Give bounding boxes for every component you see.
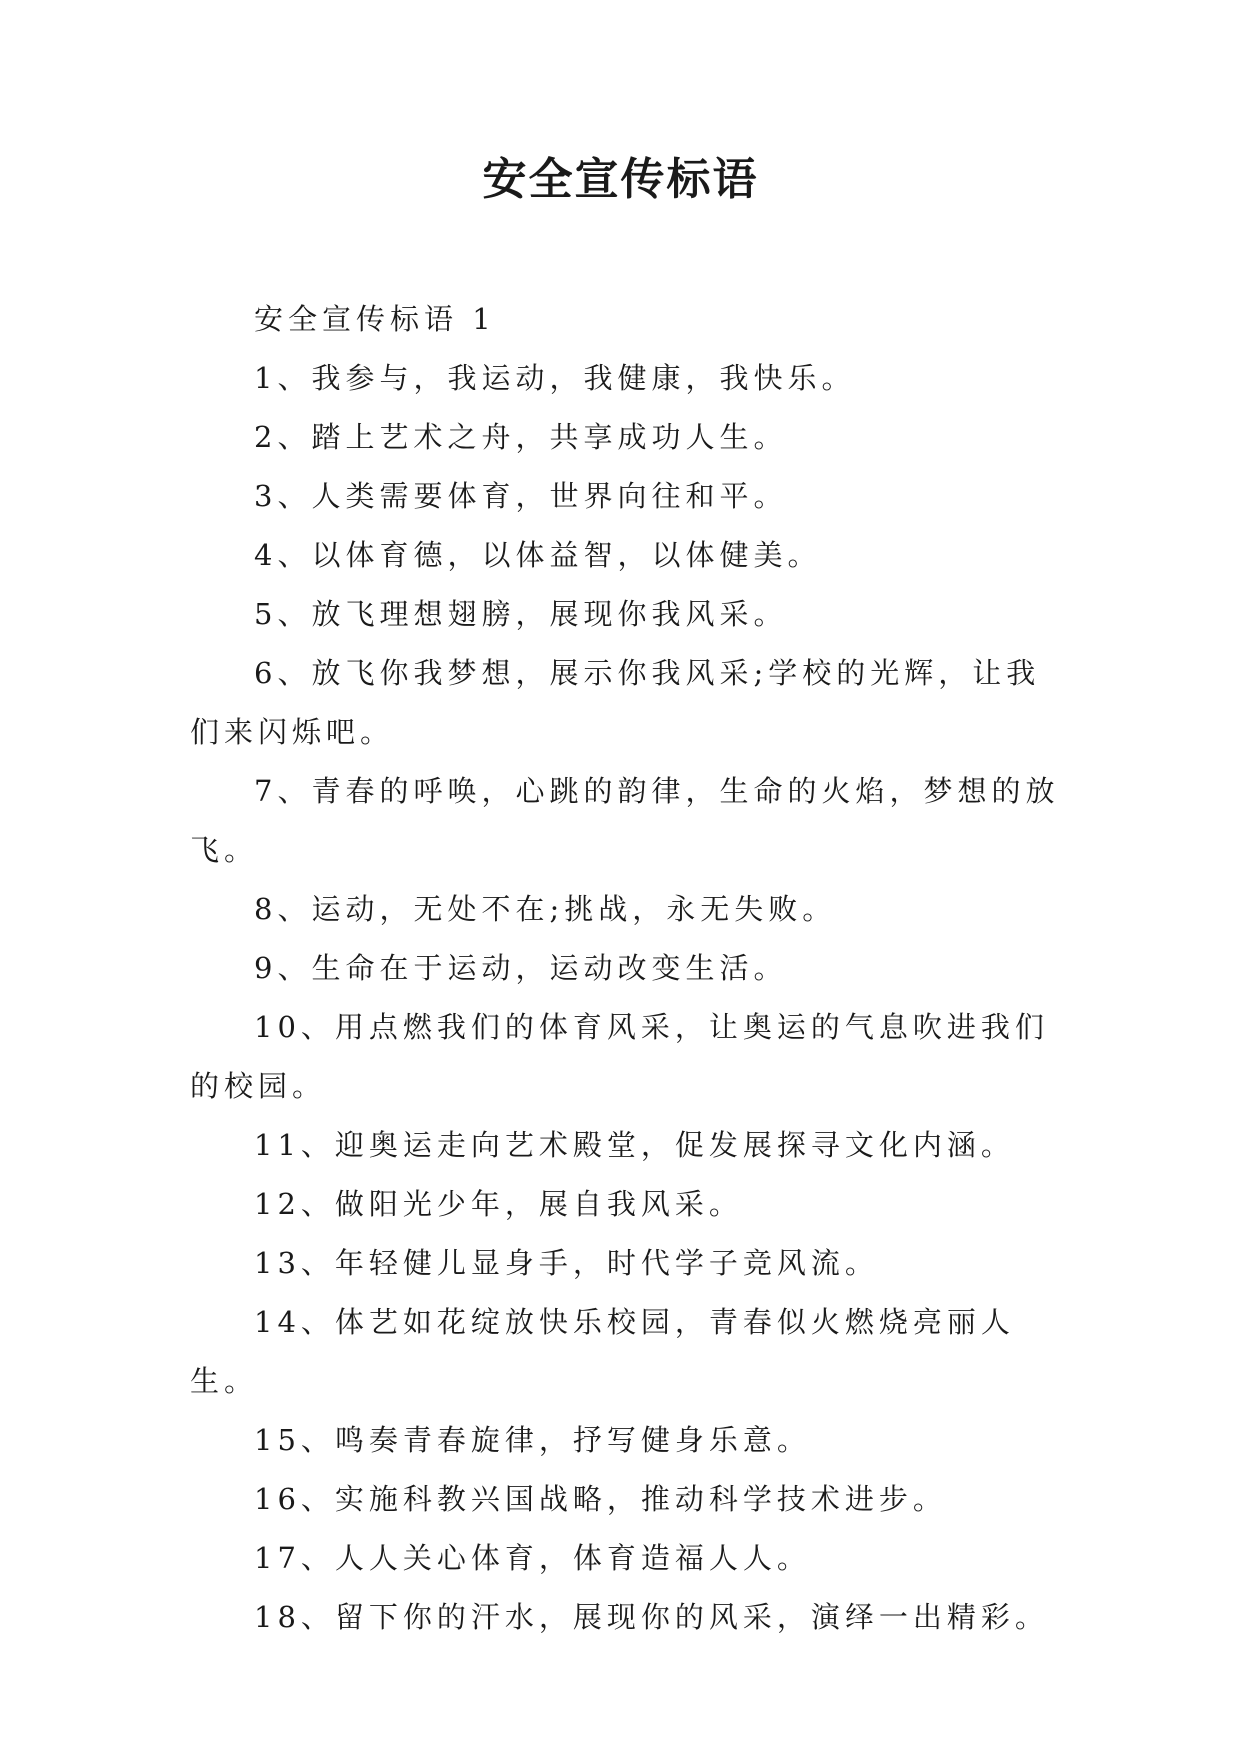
slogan-item: 2、踏上艺术之舟，共享成功人生。	[254, 420, 788, 454]
document-title: 安全宣传标语	[482, 154, 759, 205]
slogan-item: 9、生命在于运动，运动改变生活。	[254, 951, 788, 985]
slogan-item: 8、运动，无处不在;挑战，永无失败。	[254, 892, 837, 926]
slogan-item: 6、放飞你我梦想，展示你我风采;学校的光辉，让我们来闪烁吧。	[190, 656, 1041, 749]
slogan-item: 18、留下你的汗水，展现你的风采，演绎一出精彩。	[254, 1600, 1049, 1634]
slogan-item: 16、实施科教兴国战略，推动科学技术进步。	[254, 1482, 947, 1516]
document-body	[190, 290, 1060, 1647]
slogan-item: 5、放飞理想翅膀，展现你我风采。	[254, 597, 788, 631]
slogan-item: 15、鸣奏青春旋律，抒写健身乐意。	[254, 1423, 811, 1457]
slogan-item: 14、体艺如花绽放快乐校园，青春似火燃烧亮丽人生。	[190, 1305, 1015, 1398]
slogan-item: 3、人类需要体育，世界向往和平。	[254, 479, 788, 513]
slogan-item: 13、年轻健儿显身手，时代学子竞风流。	[254, 1246, 879, 1280]
slogan-item: 12、做阳光少年，展自我风采。	[254, 1187, 743, 1221]
slogan-item: 11、迎奥运走向艺术殿堂，促发展探寻文化内涵。	[254, 1128, 1015, 1162]
slogan-item: 4、以体育德，以体益智，以体健美。	[254, 538, 822, 572]
slogan-item: 1、我参与，我运动，我健康，我快乐。	[254, 361, 856, 395]
slogan-item: 10、用点燃我们的体育风采，让奥运的气息吹进我们的校园。	[190, 1010, 1049, 1103]
paragraph-heading: 安全宣传标语 1	[254, 302, 496, 336]
slogan-item: 7、青春的呼唤，心跳的韵律，生命的火焰，梦想的放飞。	[190, 774, 1060, 867]
slogan-item: 17、人人关心体育，体育造福人人。	[254, 1541, 811, 1575]
